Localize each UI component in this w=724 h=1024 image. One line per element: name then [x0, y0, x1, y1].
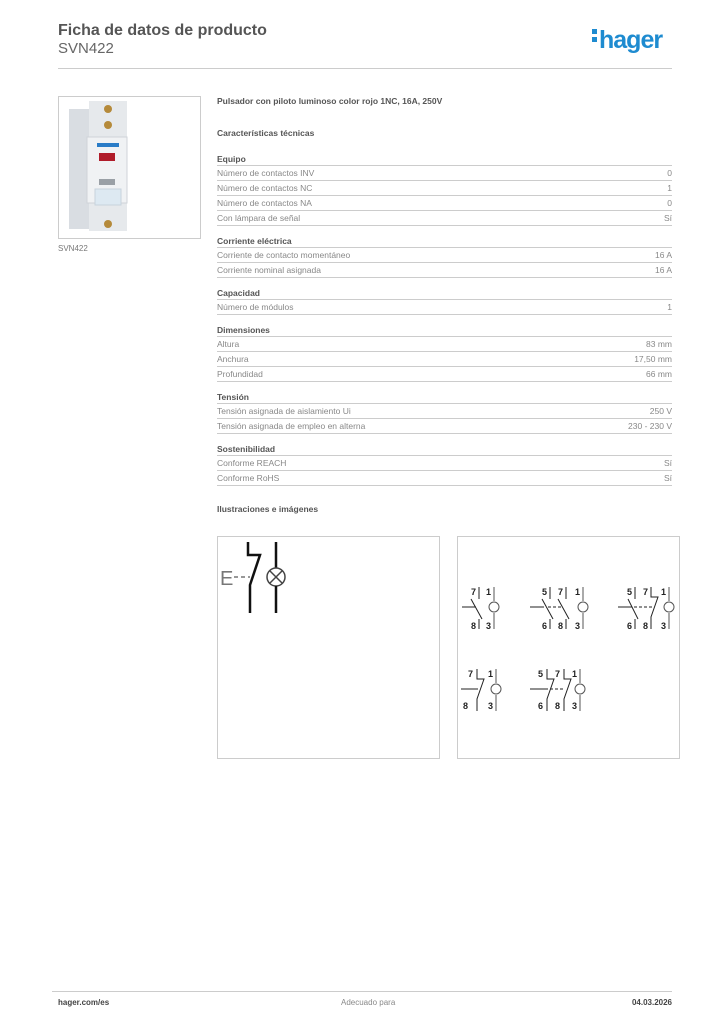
spec-label: Profundidad: [217, 369, 263, 379]
section-heading: Características técnicas: [217, 128, 315, 138]
spec-value: Sí: [663, 458, 672, 468]
hager-logo: hager: [592, 26, 662, 55]
spec-value: 1: [667, 183, 672, 193]
logo-dots-icon: [592, 26, 597, 45]
svg-text:6: 6: [627, 621, 633, 631]
wiring-diagram-main: [217, 536, 440, 759]
document-title: Ficha de datos de producto: [58, 22, 267, 39]
spec-group-title: Capacidad: [217, 288, 672, 300]
spec-row: [217, 300, 672, 315]
spec-value: 66 mm: [646, 369, 672, 379]
svg-text:3: 3: [575, 621, 581, 631]
spec-group-title: Sostenibilidad: [217, 444, 672, 456]
spec-label: Tensión asignada de aislamiento Ui: [217, 406, 351, 416]
spec-label: Con lámpara de señal: [217, 213, 301, 223]
spec-label: Altura: [217, 339, 240, 349]
footer-divider: [52, 991, 672, 992]
spec-label: Número de contactos NC: [217, 183, 313, 193]
svg-text:5: 5: [627, 587, 633, 597]
spec-group: [217, 325, 672, 382]
spec-label: Conforme REACH: [217, 458, 287, 468]
svg-text:1: 1: [486, 587, 492, 597]
svg-text:6: 6: [538, 701, 544, 711]
spec-row: [217, 181, 672, 196]
spec-group: [217, 154, 672, 226]
spec-group-title: Corriente eléctrica: [217, 236, 672, 248]
spec-row: [217, 471, 672, 486]
spec-label: Tensión asignada de empleo en alterna: [217, 421, 366, 431]
main-content: [217, 96, 672, 514]
spec-row: [217, 419, 672, 434]
spec-value: 250 V: [649, 406, 672, 416]
spec-group: [217, 392, 672, 434]
spec-group: [217, 236, 672, 278]
svg-text:1: 1: [661, 587, 667, 597]
illustrations-title: Ilustraciones e imágenes: [217, 504, 319, 514]
svg-text:8: 8: [471, 621, 477, 631]
switch-lamp-symbol-icon: [218, 537, 439, 758]
spec-row: [217, 352, 672, 367]
svg-text:7: 7: [643, 587, 649, 597]
svg-text:3: 3: [486, 621, 492, 631]
spec-label: Número de contactos INV: [217, 168, 315, 178]
spec-value: Sí: [663, 213, 672, 223]
footer-date: 04.03.2026: [631, 998, 672, 1007]
svg-text:1: 1: [488, 669, 494, 679]
svg-text:8: 8: [643, 621, 649, 631]
spec-row: [217, 263, 672, 278]
spec-row: [217, 166, 672, 181]
svg-text:7: 7: [468, 669, 474, 679]
spec-group-title: Dimensiones: [217, 325, 672, 337]
spec-groups: [217, 154, 672, 486]
spec-group-title: Equipo: [217, 154, 672, 166]
svg-text:7: 7: [555, 669, 561, 679]
spec-value: 0: [667, 168, 672, 178]
variant-2: [530, 587, 588, 631]
wiring-diagram-variants: [457, 536, 680, 759]
svg-text:5: 5: [538, 669, 544, 679]
product-description: Pulsador con piloto luminoso color rojo 1NC, 16A, 250V: [217, 96, 443, 106]
spec-group-title: Tensión: [217, 392, 672, 404]
spec-label: Anchura: [217, 354, 249, 364]
variant-5: [530, 669, 585, 711]
svg-text:3: 3: [661, 621, 667, 631]
svg-text:3: 3: [488, 701, 494, 711]
variant-3: [618, 587, 674, 631]
product-photo-icon: [59, 97, 200, 238]
spec-row: [217, 211, 672, 226]
svg-text:E: E: [220, 568, 234, 590]
spec-value: 230 - 230 V: [628, 421, 672, 431]
svg-text:8: 8: [558, 621, 564, 631]
spec-group: [217, 444, 672, 486]
svg-text:8: 8: [555, 701, 561, 711]
contact-variants-icon: [458, 537, 679, 758]
svg-text:1: 1: [575, 587, 581, 597]
svg-text:8: 8: [463, 701, 469, 711]
spec-label: Conforme RoHS: [217, 473, 280, 483]
variant-1: [462, 587, 499, 631]
spec-row: [217, 367, 672, 382]
product-image-caption: SVN422: [58, 244, 88, 253]
svg-text:7: 7: [558, 587, 564, 597]
spec-label: Corriente nominal asignada: [217, 265, 321, 275]
spec-label: Número de contactos NA: [217, 198, 312, 208]
svg-text:1: 1: [572, 669, 578, 679]
svg-text:5: 5: [542, 587, 548, 597]
product-code: SVN422: [58, 40, 114, 57]
spec-row: [217, 196, 672, 211]
spec-value: 16 A: [654, 250, 672, 260]
svg-text:3: 3: [572, 701, 578, 711]
spec-row: [217, 248, 672, 263]
product-image: [58, 96, 201, 239]
spec-row: [217, 337, 672, 352]
svg-text:7: 7: [471, 587, 477, 597]
spec-label: Corriente de contacto momentáneo: [217, 250, 351, 260]
spec-label: Número de módulos: [217, 302, 294, 312]
svg-text:6: 6: [542, 621, 548, 631]
spec-value: 17,50 mm: [634, 354, 672, 364]
footer-website-link[interactable]: hager.com/es: [58, 998, 110, 1007]
spec-value: 16 A: [654, 265, 672, 275]
spec-row: [217, 456, 672, 471]
footer-center-text: Adecuado para: [341, 998, 396, 1007]
spec-row: [217, 404, 672, 419]
header-divider: [58, 68, 672, 69]
variant-4: [461, 669, 501, 711]
spec-value: 0: [667, 198, 672, 208]
spec-group: [217, 288, 672, 315]
spec-value: 83 mm: [646, 339, 672, 349]
spec-value: 1: [667, 302, 672, 312]
spec-value: Sí: [663, 473, 672, 483]
